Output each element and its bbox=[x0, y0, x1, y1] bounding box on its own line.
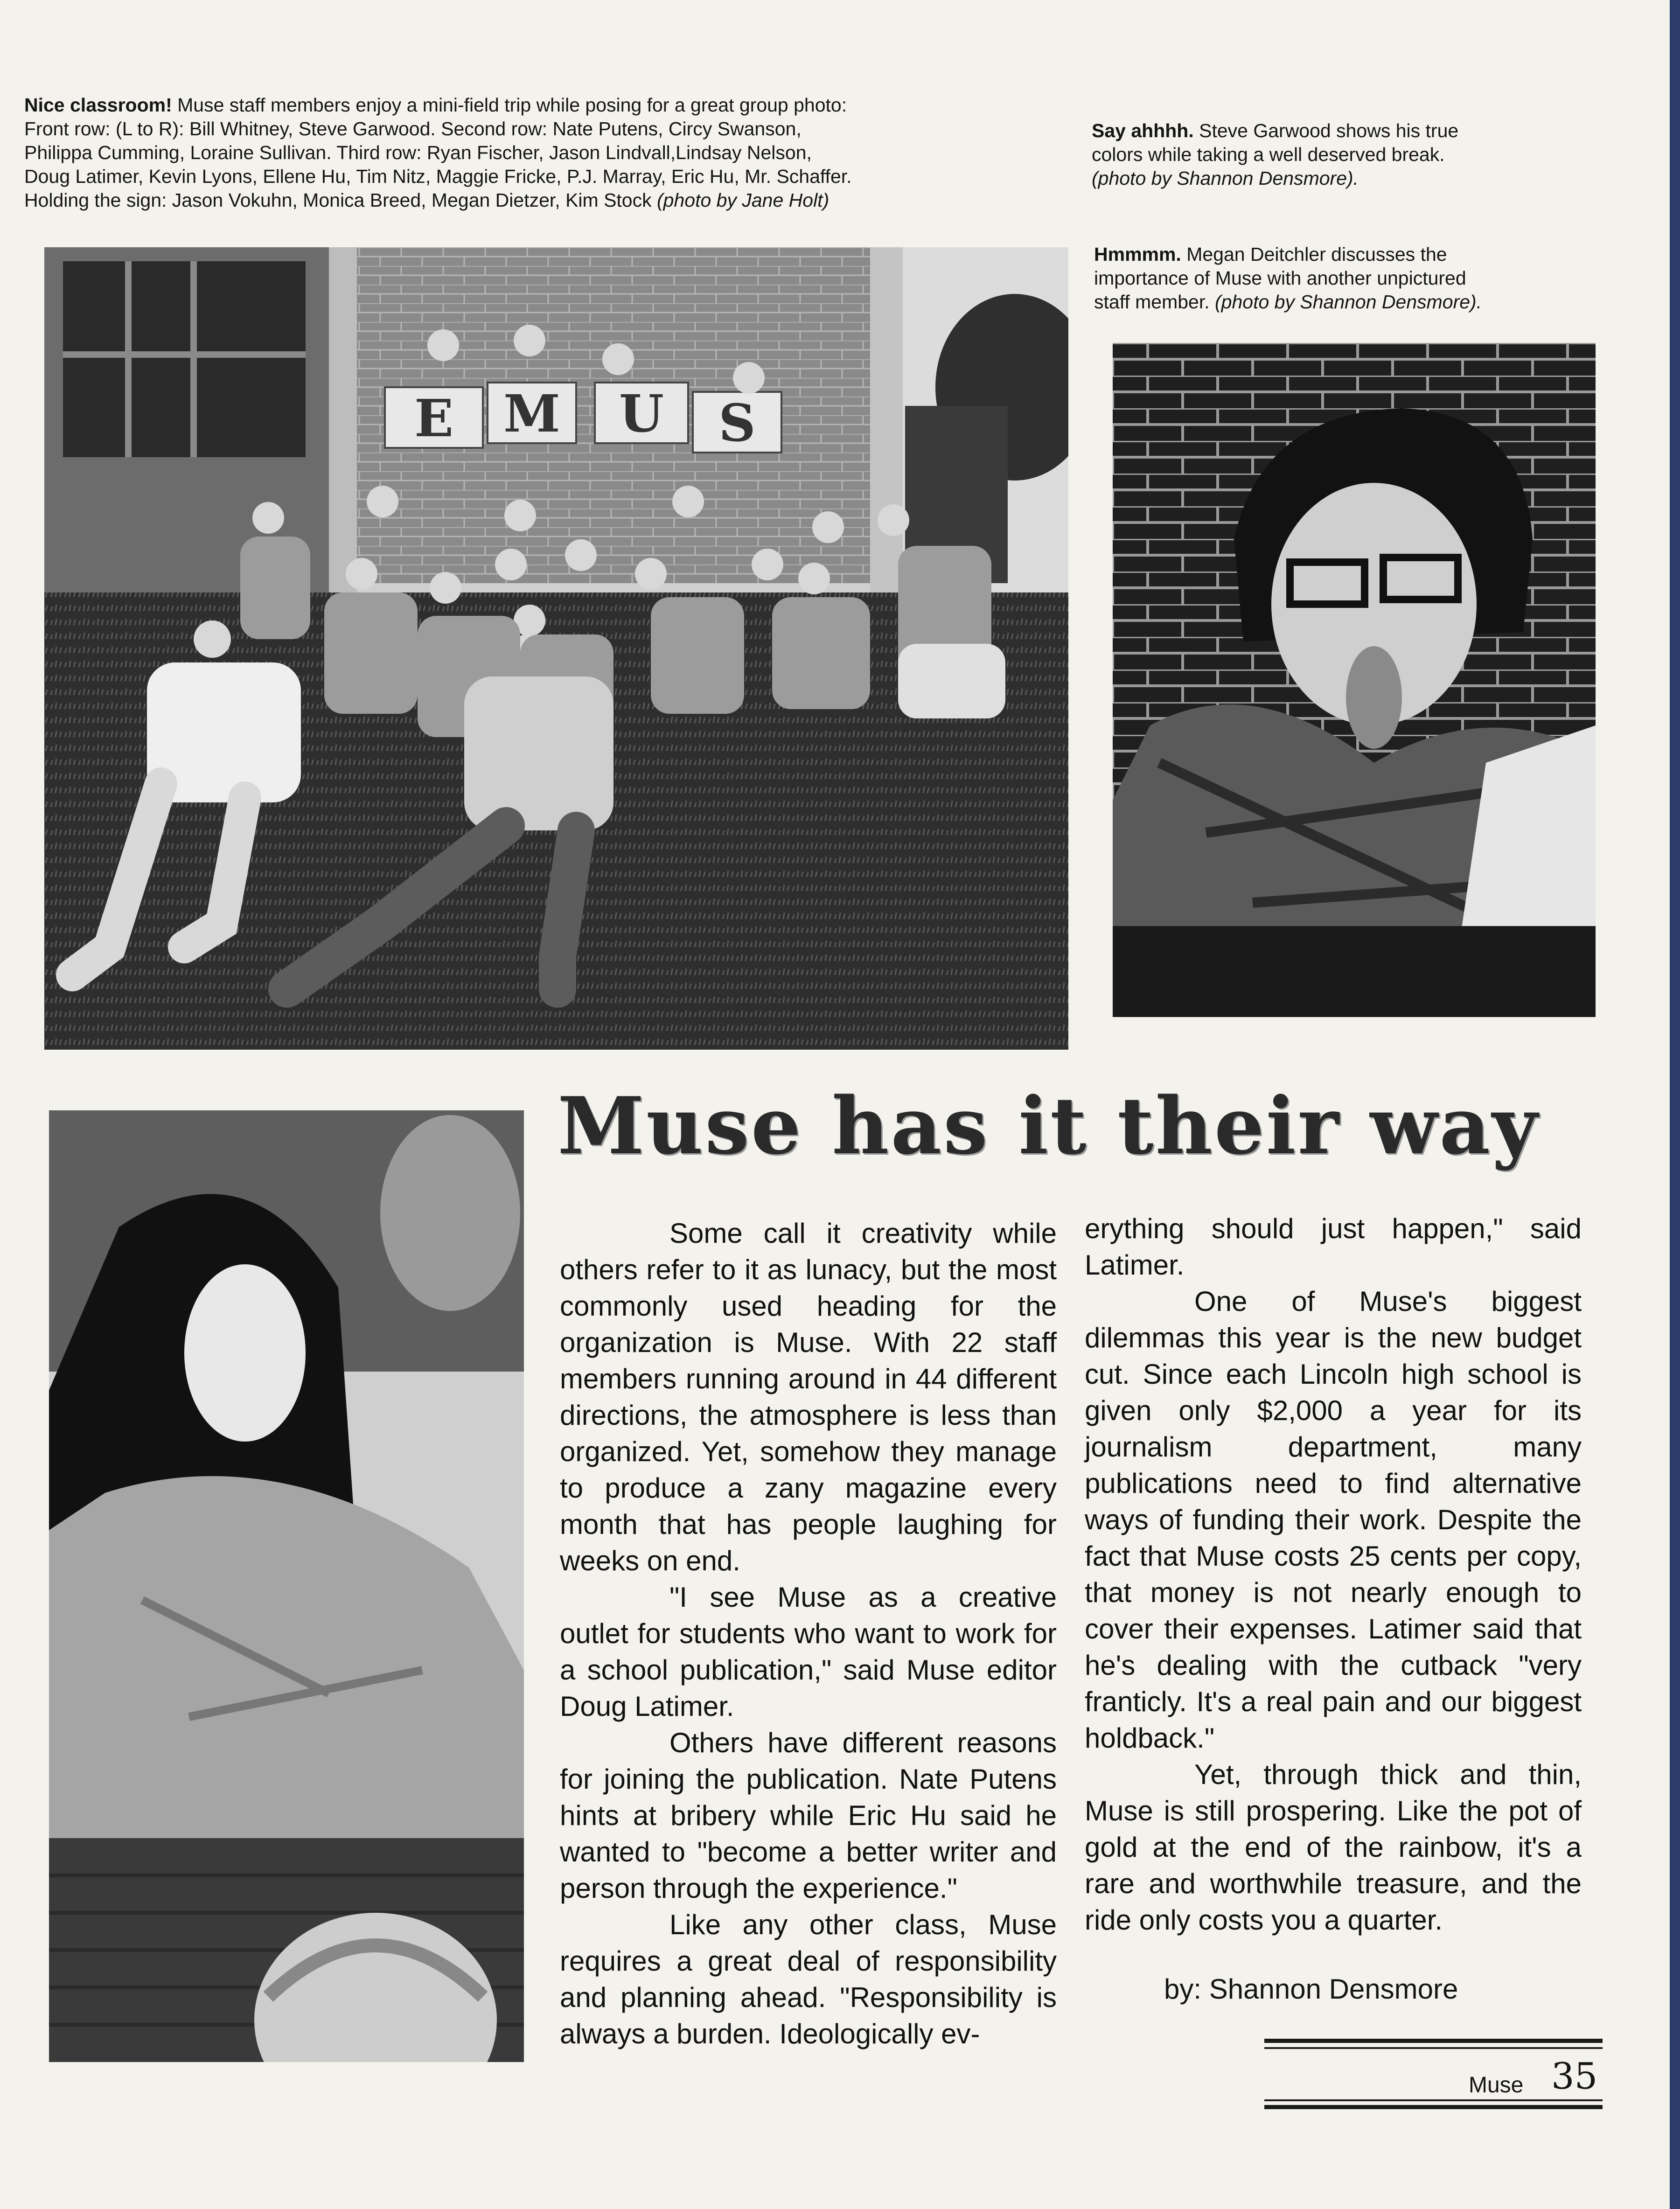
caption-line: Holding the sign: Jason Vokuhn, Monica Breed, Megan Dietzer, Kim Stock bbox=[24, 189, 652, 211]
folio-rule-top-thin bbox=[1264, 2047, 1603, 2049]
group-photo-image bbox=[44, 247, 1068, 1050]
folio-label: Muse bbox=[1469, 2073, 1524, 2098]
caption-lead: Hmmmm. bbox=[1094, 244, 1181, 265]
article-paragraph: Some call it creativity while others refer to it as lunacy, but the most commonly used heading for the organization is Muse. With 22 staff members running around in 44 different directions, the atmosphere is less than organized. Yet, somehow they manage to produce a zany magazine every month that has people laughing for weeks on end. bbox=[560, 1218, 1057, 1576]
say-ahhhh-image bbox=[1113, 343, 1596, 1017]
svg-text:E: E bbox=[414, 388, 453, 448]
photo-credit: (photo by Shannon Densmore). bbox=[1092, 167, 1359, 189]
article-column-1 bbox=[560, 1215, 1057, 2052]
article-headline: Muse has it their way bbox=[558, 1080, 1540, 1172]
caption-line: Front row: (L to R): Bill Whitney, Steve Garwood. Second row: Nate Putens, Circy Swanson, bbox=[24, 118, 802, 139]
hmmmm-image bbox=[49, 1110, 524, 2062]
article-byline: by: Shannon Densmore bbox=[1164, 1973, 1458, 2005]
svg-text:S: S bbox=[718, 393, 756, 453]
article-paragraph: Others have different reasons for joining the publication. Nate Putens hints at bribery while Eric Hu said he wanted to "become a better writer and person through the experience." bbox=[560, 1727, 1057, 1904]
say-ahhhh-photo bbox=[1113, 343, 1596, 1017]
svg-text:M: M bbox=[503, 383, 560, 444]
folio-rule-bottom bbox=[1264, 2105, 1603, 2109]
article-paragraph: "I see Muse as a creative outlet for students who want to work for a school publication," said Muse editor Doug Latimer. bbox=[560, 1582, 1057, 1722]
caption-line: colors while taking a well deserved break. bbox=[1092, 144, 1445, 165]
group-photo bbox=[44, 247, 1068, 1050]
caption-line: importance of Muse with another unpictured bbox=[1094, 267, 1466, 289]
hmmmm-photo bbox=[49, 1110, 524, 2062]
caption-lead: Nice classroom! bbox=[24, 94, 172, 116]
folio-rule-bottom-thin bbox=[1264, 2099, 1603, 2101]
photo-credit: (photo by Shannon Densmore). bbox=[1215, 291, 1482, 313]
article-paragraph: Yet, through thick and thin, Muse is still prospering. Like the pot of gold at the end of the rainbow, it's a rare and worthwhile treasure, and the ride only costs you a quarter. bbox=[1085, 1759, 1582, 1936]
hmmmm-caption bbox=[1094, 243, 1589, 314]
caption-line: Muse staff members enjoy a mini-field trip while posing for a great group photo: bbox=[177, 94, 847, 116]
article-paragraph: erything should just happen," said Latimer. bbox=[1085, 1213, 1582, 1281]
article-paragraph: One of Muse's biggest dilemmas this year is the new budget cut. Since each Lincoln high school is given only $2,000 a year for its journalism department, many publications need to find alternative ways of funding their work. Despite the fact that Muse costs 25 cents per copy, that money is not nearly enough to cover their expenses. Latimer said that he's dealing with the cutback "very franticly. It's a real pain and our biggest holdback." bbox=[1085, 1286, 1582, 1754]
caption-lead: Say ahhhh. bbox=[1092, 120, 1194, 141]
caption-line: staff member. bbox=[1094, 291, 1210, 313]
page-number: 35 bbox=[1551, 2056, 1598, 2098]
svg-text:U: U bbox=[619, 383, 664, 444]
caption-line: Megan Deitchler discusses the bbox=[1186, 244, 1447, 265]
photo-credit: (photo by Jane Holt) bbox=[657, 189, 830, 211]
article-paragraph: Like any other class, Muse requires a great deal of responsibility and planning ahead. "Responsibility is always a burden. Ideologically ev- bbox=[560, 1909, 1057, 2049]
folio-rule-top bbox=[1264, 2039, 1603, 2043]
group-photo-caption bbox=[24, 93, 1079, 212]
caption-line: Philippa Cumming, Loraine Sullivan. Third row: Ryan Fischer, Jason Lindvall,Lindsay Nelson, bbox=[24, 142, 812, 163]
say-ahhhh-caption bbox=[1092, 119, 1586, 190]
caption-line: Steve Garwood shows his true bbox=[1199, 120, 1459, 141]
binding-edge bbox=[1670, 0, 1680, 2209]
caption-line: Doug Latimer, Kevin Lyons, Ellene Hu, Tim Nitz, Maggie Fricke, P.J. Marray, Eric Hu, Mr. Schaffer. bbox=[24, 166, 852, 187]
article-column-2 bbox=[1085, 1211, 1582, 1938]
